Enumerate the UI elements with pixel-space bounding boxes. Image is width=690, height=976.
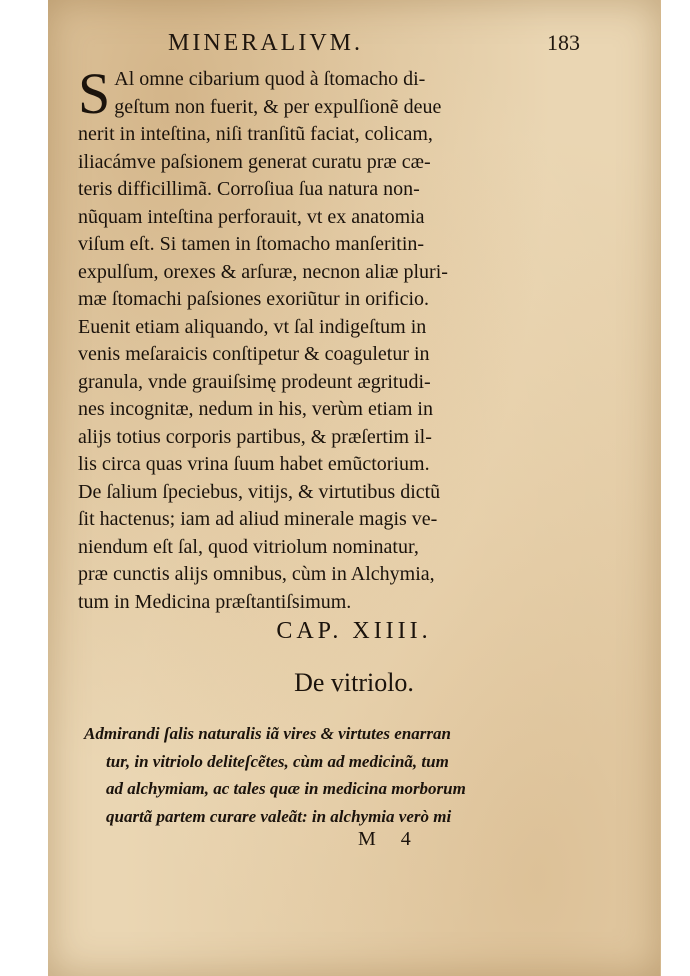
text-line: nũquam inteſtina perforauit, vt ex anatomia — [78, 205, 425, 228]
text-line: iliacámve paſsionem generat curatu præ cæ- — [78, 150, 431, 173]
text-line: venis meſaraicis conſtipetur & coaguletur in — [78, 343, 430, 365]
text-line: Euenit etiam aliquando, vt ſal indigeſtum in — [78, 315, 427, 338]
text-line: præ cunctis alijs omnibus, cùm in Alchymia, — [78, 563, 435, 585]
chapter-heading: CAP. XIIII. — [276, 618, 432, 644]
page-number: 183 — [547, 30, 580, 55]
summary-line: tur, in vitriolo deliteſcẽtes, cùm ad medicinã, tum — [106, 751, 449, 771]
summary-line: ad alchymiam, ac tales quæ in medicina morborum — [106, 779, 466, 798]
chapter-summary — [84, 720, 554, 830]
text-line: viſum eſt. Si tamen in ſtomacho manſeritin- — [78, 233, 425, 255]
text-line: lis circa quas vrina ſuum habet emũctorium. — [78, 453, 430, 475]
text-line: nerit in inteſtina, niſi tranſitũ faciat, colicam, — [78, 123, 433, 145]
text-line: nes incognitæ, nedum in his, verùm etiam in — [78, 398, 433, 420]
running-title: MINERALIVM. — [168, 30, 363, 56]
text-line: tum in Medicina præſtantiſsimum. — [78, 590, 352, 613]
main-paragraph — [78, 61, 538, 616]
text-line: teris difficillimã. Corroſiua ſua natura non- — [78, 178, 420, 200]
text-line: expulſum, orexes & arſuræ, necnon aliæ pluri- — [78, 260, 448, 283]
text-line: Al omne cibarium quod à ſtomacho di- — [114, 68, 426, 90]
book-page — [48, 0, 661, 976]
text-line: geſtum non fuerit, & per expulſionẽ deue — [114, 95, 442, 118]
text-line: mæ ſtomachi paſsiones exoriũtur in orificio. — [78, 288, 430, 310]
text-line: De ſalium ſpeciebus, vitijs, & virtutibus dictũ — [78, 480, 441, 503]
signature-mark: M 4 — [358, 828, 421, 850]
text-line: alijs totius corporis partibus, & præſertim il- — [78, 425, 432, 448]
section-title: De vitriolo. — [294, 668, 414, 697]
text-line: ſit hactenus; iam ad aliud minerale magis ve- — [78, 508, 438, 530]
drop-cap: S — [78, 61, 111, 126]
summary-line: Admirandi ſalis naturalis iã vires & virtutes enarran — [84, 724, 451, 743]
page-header — [48, 30, 660, 64]
summary-line: quartã partem curare valeãt: in alchymia verò mi — [106, 806, 452, 826]
text-line: niendum eſt ſal, quod vitriolum nominatur, — [78, 535, 419, 558]
text-line: granula, vnde grauiſsimę prodeunt ægritudi- — [78, 370, 431, 393]
